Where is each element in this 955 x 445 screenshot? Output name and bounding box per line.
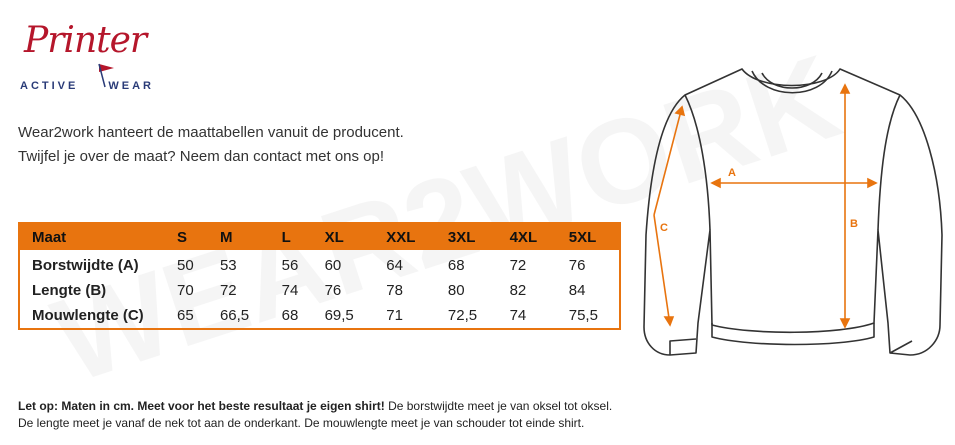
table-cell: 64 bbox=[386, 257, 403, 274]
table-cell: 80 bbox=[447, 282, 465, 299]
footnote-bold: Let op: Maten in cm. Meet voor het beste resultaat je eigen shirt! bbox=[18, 399, 385, 413]
table-cell: 74 bbox=[281, 282, 299, 299]
logo-sub-left: ACTIVE bbox=[20, 80, 79, 92]
logo-subtitle bbox=[20, 80, 154, 92]
label-b: B bbox=[850, 218, 858, 230]
footnote-rest-1: De borstwijdte meet je van oksel tot oksel. bbox=[384, 399, 613, 413]
table-cell: 75,5 bbox=[568, 307, 598, 324]
table-cell: 72 bbox=[509, 257, 527, 274]
table-cell: 76 bbox=[568, 257, 586, 274]
header-5xl: 5XL bbox=[557, 223, 620, 250]
table-cell: 66,5 bbox=[219, 307, 250, 324]
intro-text bbox=[18, 121, 404, 169]
table-cell: 60 bbox=[324, 257, 342, 274]
measure-b bbox=[841, 85, 849, 327]
header-m: M bbox=[208, 223, 270, 250]
table-cell: 50 bbox=[177, 257, 194, 274]
table-cell: 68 bbox=[281, 307, 299, 324]
row-label: Mouwlengte (C) bbox=[32, 307, 144, 324]
table-cell: 72 bbox=[219, 282, 237, 299]
table-cell: 69,5 bbox=[324, 307, 354, 324]
intro-line-2: Twijfel je over de maat? Neem dan contact met ons op! bbox=[18, 148, 385, 165]
label-c: C bbox=[660, 222, 668, 234]
header-3xl: 3XL bbox=[436, 223, 498, 250]
table-cell: 76 bbox=[324, 282, 342, 299]
header-4xl: 4XL bbox=[498, 223, 557, 250]
table-cell: 74 bbox=[509, 307, 527, 324]
table-cell: 68 bbox=[447, 257, 465, 274]
table-row bbox=[19, 278, 620, 303]
table-cell: 70 bbox=[177, 282, 194, 299]
table-row bbox=[19, 303, 620, 329]
footnote bbox=[18, 398, 612, 432]
table-cell: 84 bbox=[568, 282, 586, 299]
logo-sub-right: WEAR bbox=[108, 80, 154, 92]
sweater-diagram bbox=[640, 55, 945, 375]
table-row bbox=[19, 250, 620, 278]
measure-a bbox=[712, 179, 876, 187]
label-a: A bbox=[728, 167, 736, 179]
header-l: L bbox=[270, 223, 313, 250]
header-s: S bbox=[165, 223, 208, 250]
table-cell: 78 bbox=[386, 282, 403, 299]
row-label: Borstwijdte (A) bbox=[32, 257, 139, 274]
table-cell: 71 bbox=[386, 307, 403, 324]
row-label: Lengte (B) bbox=[32, 282, 107, 299]
header-xl: XL bbox=[313, 223, 375, 250]
table-cell: 65 bbox=[177, 307, 194, 324]
logo-script-text: Printer bbox=[24, 20, 147, 61]
intro-line-1: Wear2work hanteert de maattabellen vanuit de producent. bbox=[18, 124, 404, 141]
header-xxl: XXL bbox=[374, 223, 436, 250]
measure-c bbox=[654, 107, 684, 325]
table-cell: 72,5 bbox=[447, 307, 478, 324]
header-maat: Maat bbox=[19, 223, 165, 250]
sweater-outline bbox=[644, 69, 942, 355]
table-cell: 53 bbox=[219, 257, 237, 274]
size-table bbox=[18, 222, 621, 330]
footnote-line-2: De lengte meet je vanaf de nek tot aan de onderkant. De mouwlengte meet je van schouder tot einde shirt. bbox=[18, 416, 585, 430]
brand-logo bbox=[18, 18, 178, 98]
table-cell: 56 bbox=[281, 257, 299, 274]
size-table-header bbox=[19, 223, 620, 250]
table-cell: 82 bbox=[509, 282, 527, 299]
